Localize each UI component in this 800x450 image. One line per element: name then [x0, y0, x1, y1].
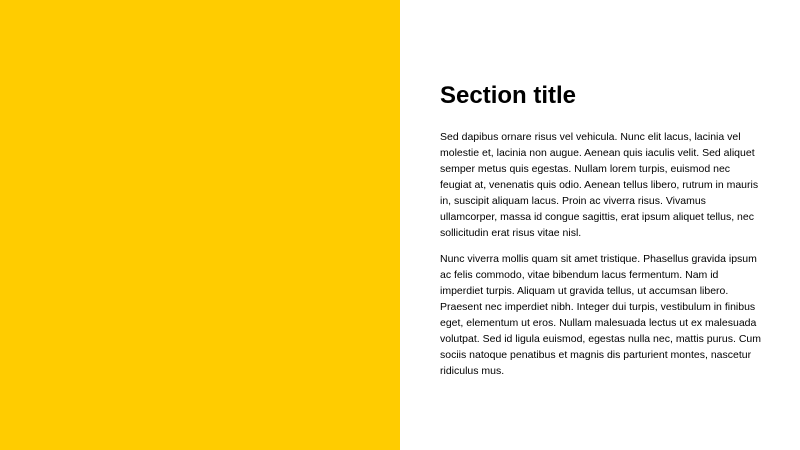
- body-paragraph-1: Sed dapibus ornare risus vel vehicula. Nunc elit lacus, lacinia vel molestie et, lacinia non augue. Aenean quis iaculis velit. Sed aliquet semper metus quis egestas. Nullam lorem turpis, euismod nec feugiat at, venenatis quis odio. Aenean tellus libero, rutrum in mauris in, suscipit aliquam lacus. Proin ac viverra risus. Vivamus ullamcorper, massa id congue sagittis, erat ipsum aliquet tellus, nec sollicitudin erat risus vitae nisl.: [440, 131, 759, 239]
- section-title: Section title: [440, 82, 577, 109]
- content-panel: [400, 0, 800, 450]
- body-copy: [440, 129, 762, 379]
- body-paragraph-2: Nunc viverra mollis quam sit amet tristique. Phasellus gravida ipsum ac felis commodo, vitae bibendum lacus fermentum. Nam id imperdiet turpis. Aliquam ut gravida tellus, ut accumsan libero. Praesent nec imperdiet nibh. Integer dui turpis, vestibulum in finibus eget, elementum ut eros. Nullam malesuada lectus ut ex malesuada volutpat. Sed id ligula euismod, egestas nulla nec, mattis purus. Cum sociis natoque penatibus et magnis dis parturient montes, nascetur ridiculus mus.: [440, 253, 762, 377]
